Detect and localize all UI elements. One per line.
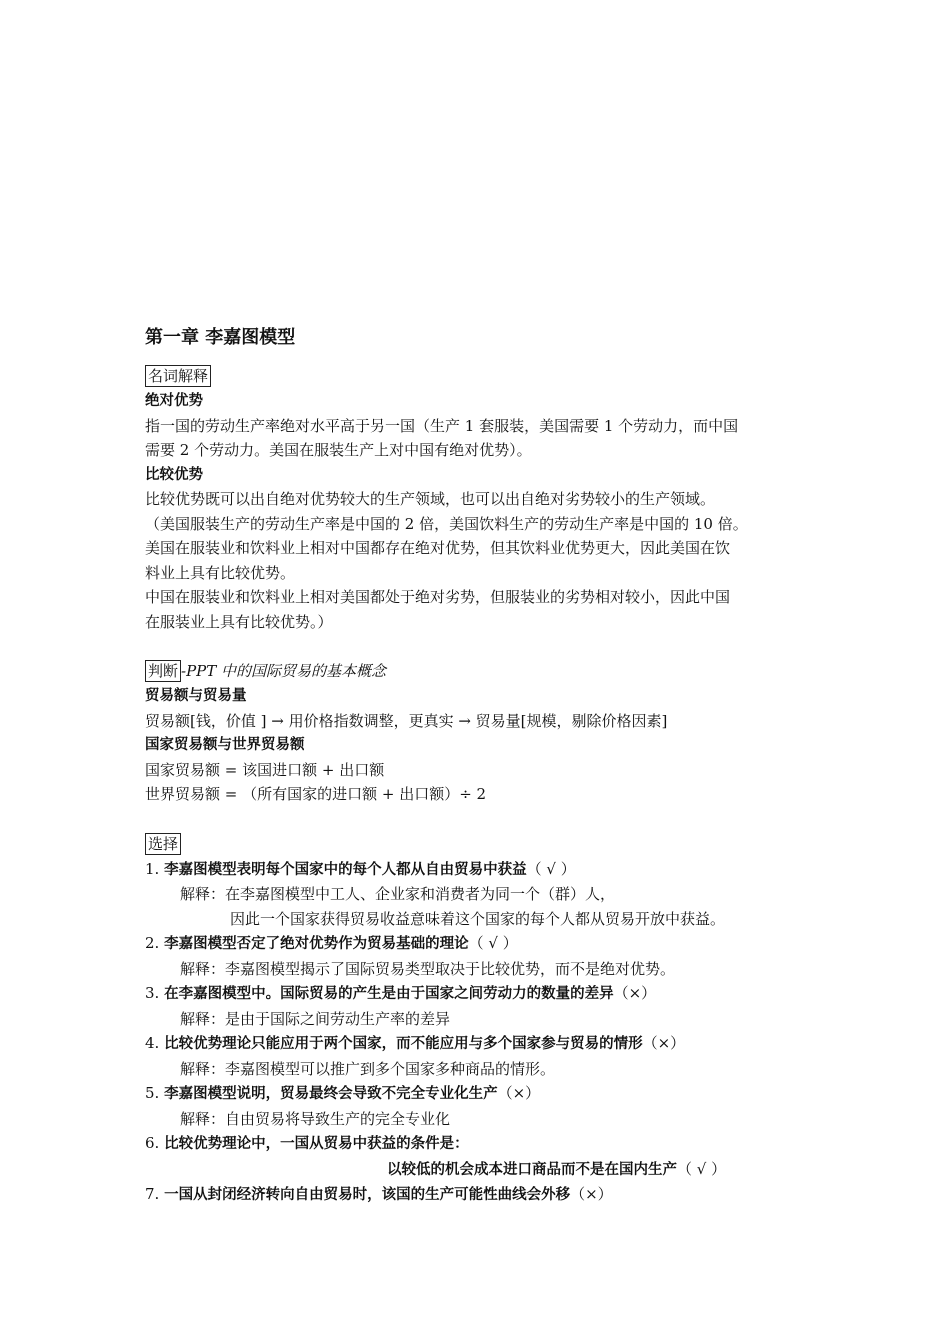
term-absolute-advantage: 绝对优势 — [145, 393, 203, 409]
explanation: 解释：在李嘉图模型中工人、企业家和消费者为同一个（群）人， — [180, 885, 616, 903]
question-4: 4. 比较优势理论只能应用于两个国家，而不能应用与多个国家参与贸易的情形（×） — [145, 1034, 686, 1052]
question-1: 1. 李嘉图模型表明每个国家中的每个人都从自由贸易中获益（ √ ） — [145, 859, 576, 878]
definition-line: 中国在服装业和饮料业上相对美国都处于绝对劣势，但服装业的劣势相对较小，因此中国 — [145, 588, 731, 606]
content-line: 世界贸易额 = （所有国家的进口额 + 出口额）÷ 2 — [145, 785, 487, 803]
document-content — [145, 325, 815, 1208]
definition-line: 在服装业上具有比较优势。） — [145, 612, 333, 631]
section-label-choice: 选择 — [145, 833, 181, 855]
question-3: 3. 在李嘉图模型中。国际贸易的产生是由于国家之间劳动力的数量的差异（×） — [145, 984, 657, 1002]
section-terms — [145, 363, 815, 634]
question-5: 5. 李嘉图模型说明，贸易最终会导致不完全专业化生产（×） — [145, 1084, 541, 1102]
explanation: 因此一个国家获得贸易收益意味着这个国家的每个人都从贸易开放中获益。 — [230, 909, 726, 928]
question-2: 2. 李嘉图模型否定了绝对优势作为贸易基础的理论（ √ ） — [145, 934, 518, 952]
definition-line: （美国服装生产的劳动生产率是中国的 2 倍，美国饮料生产的劳动生产率是中国的 10 倍。 — [145, 514, 748, 533]
explanation: 解释：李嘉图模型可以推广到多个国家多种商品的情形。 — [180, 1059, 556, 1078]
explanation: 解释：李嘉图模型揭示了国际贸易类型取决于比较优势，而不是绝对优势。 — [180, 959, 676, 978]
definition-line: 美国在服装业和饮料业上相对中国都存在绝对优势，但其饮料业优势更大，因此美国在饮 — [145, 539, 731, 557]
definition-line: 比较优势既可以出自绝对优势较大的生产领域，也可以出自绝对劣势较小的生产领域。 — [145, 490, 716, 508]
section-label-terms: 名词解释 — [145, 365, 211, 387]
definition-line: 指一国的劳动生产率绝对水平高于另一国（生产 1 套服装，美国需要 1 个劳动力，而中国 — [145, 416, 739, 435]
explanation: 解释：是由于国际之间劳动生产率的差异 — [180, 1009, 451, 1028]
section-subtitle: -PPT 中的国际贸易的基本概念 — [181, 662, 387, 680]
section-judgement — [145, 658, 815, 807]
section-label-judgement: 判断 — [145, 660, 181, 682]
term-national-world-trade: 国家贸易额与世界贸易额 — [145, 737, 305, 753]
definition-line: 需要 2 个劳动力。美国在服装生产上对中国有绝对优势）。 — [145, 441, 532, 459]
definition-line: 料业上具有比较优势。 — [145, 563, 296, 582]
term-trade-value-volume: 贸易额与贸易量 — [145, 688, 247, 704]
question-6: 6. 比较优势理论中，一国从贸易中获益的条件是： — [145, 1134, 469, 1152]
explanation: 解释：自由贸易将导致生产的完全专业化 — [180, 1109, 451, 1128]
content-line: 国家贸易额 = 该国进口额 + 出口额 — [145, 760, 385, 779]
content-line: 贸易额[钱，价值 ] → 用价格指数调整，更真实 → 贸易量[规模，剔除价格因素] — [145, 711, 668, 730]
answer-line: 以较低的机会成本进口商品而不是在国内生产（ √ ） — [387, 1159, 727, 1178]
section-choice — [145, 831, 815, 1208]
question-7: 7. 一国从封闭经济转向自由贸易时，该国的生产可能性曲线会外移（×） — [145, 1185, 613, 1203]
term-comparative-advantage: 比较优势 — [145, 466, 203, 483]
chapter-title: 第一章 李嘉图模型 — [145, 327, 296, 348]
